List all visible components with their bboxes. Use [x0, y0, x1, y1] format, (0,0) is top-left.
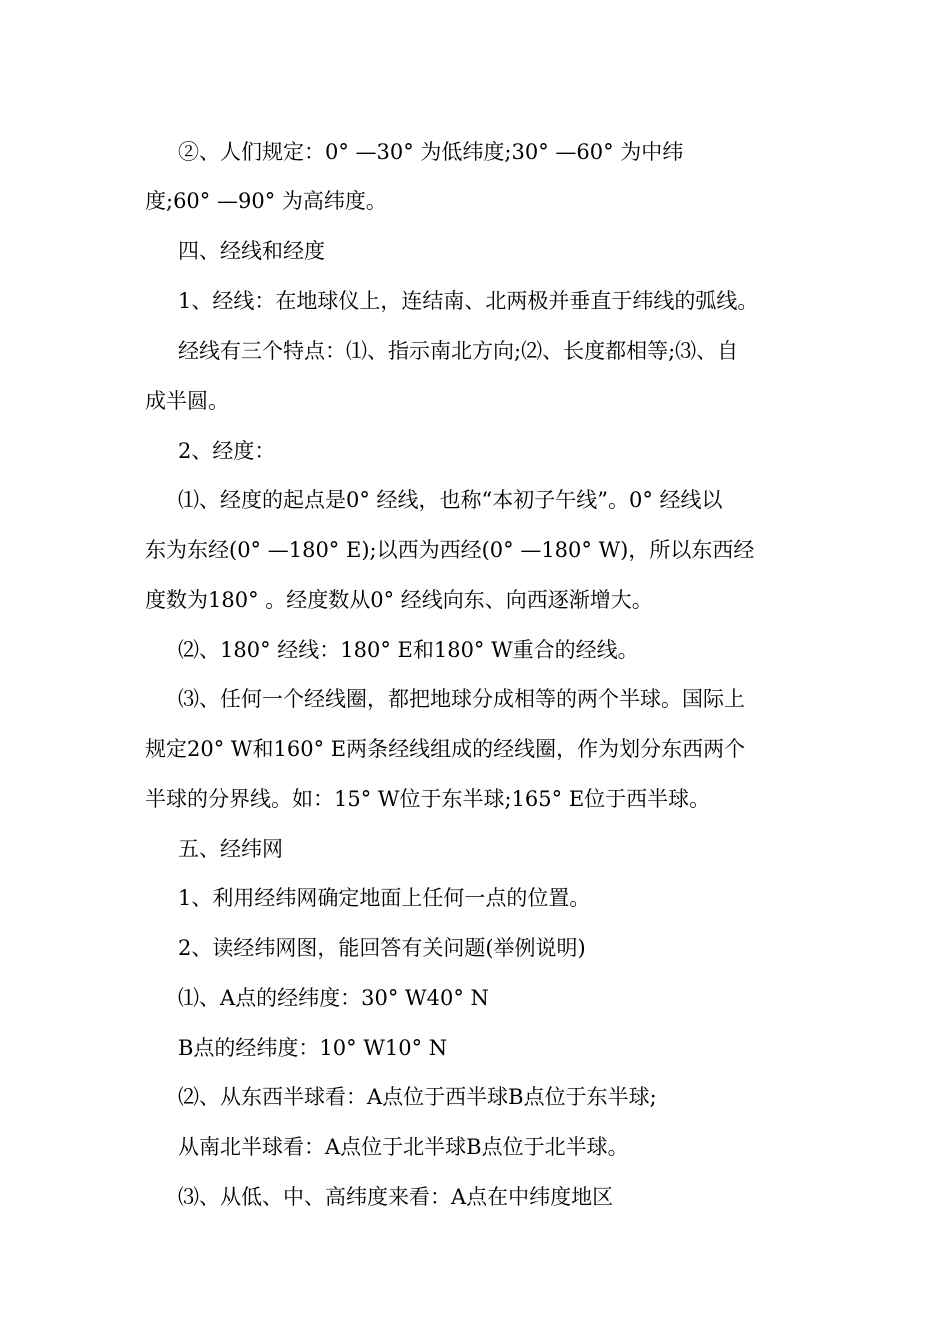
text-line-18: ⑴、A点的经纬度：30° W40° N: [178, 986, 489, 1010]
text-line-13: 规定20° W和160° E两条经线组成的经线圈，作为划分东西两个: [145, 737, 746, 761]
text-line-6: 成半圆。: [145, 389, 229, 413]
text-line-19: B点的经纬度：10° W10° N: [178, 1036, 448, 1060]
text-line-16: 1、利用经纬网确定地面上任何一点的位置。: [178, 886, 591, 910]
text-line-1: ②、人们规定：0° —30° 为低纬度;30° —60° 为中纬: [178, 140, 684, 164]
text-line-20: ⑵、从东西半球看：A点位于西半球B点位于东半球;: [178, 1085, 657, 1109]
text-line-9: 东为东经(0° —180° E);以西为西经(0° —180° W)，所以东西经: [145, 538, 755, 562]
text-line-17: 2、读经纬网图，能回答有关问题(举例说明): [178, 936, 586, 960]
text-line-8: ⑴、经度的起点是0° 经线，也称“本初子午线”。0° 经线以: [178, 488, 723, 512]
section-heading-4: 四、经线和经度: [178, 239, 325, 263]
text-line-5: 经线有三个特点：⑴、指示南北方向;⑵、长度都相等;⑶、自: [178, 339, 739, 363]
text-line-22: ⑶、从低、中、高纬度来看：A点在中纬度地区: [178, 1185, 614, 1209]
text-line-10: 度数为180° 。经度数从0° 经线向东、向西逐渐增大。: [145, 588, 653, 612]
text-line-11: ⑵、180° 经线：180° E和180° W重合的经线。: [178, 638, 639, 662]
section-heading-5: 五、经纬网: [178, 837, 283, 861]
text-line-7: 2、经度：: [178, 439, 276, 463]
text-line-2: 度;60° —90° 为高纬度。: [145, 189, 387, 213]
text-line-12: ⑶、任何一个经线圈，都把地球分成相等的两个半球。国际上: [178, 687, 745, 711]
text-line-4: 1、经线：在地球仪上，连结南、北两极并垂直于纬线的弧线。: [178, 289, 759, 313]
text-line-14: 半球的分界线。如：15° W位于东半球;165° E位于西半球。: [145, 787, 711, 811]
text-line-21: 从南北半球看：A点位于北半球B点位于北半球。: [178, 1135, 629, 1159]
